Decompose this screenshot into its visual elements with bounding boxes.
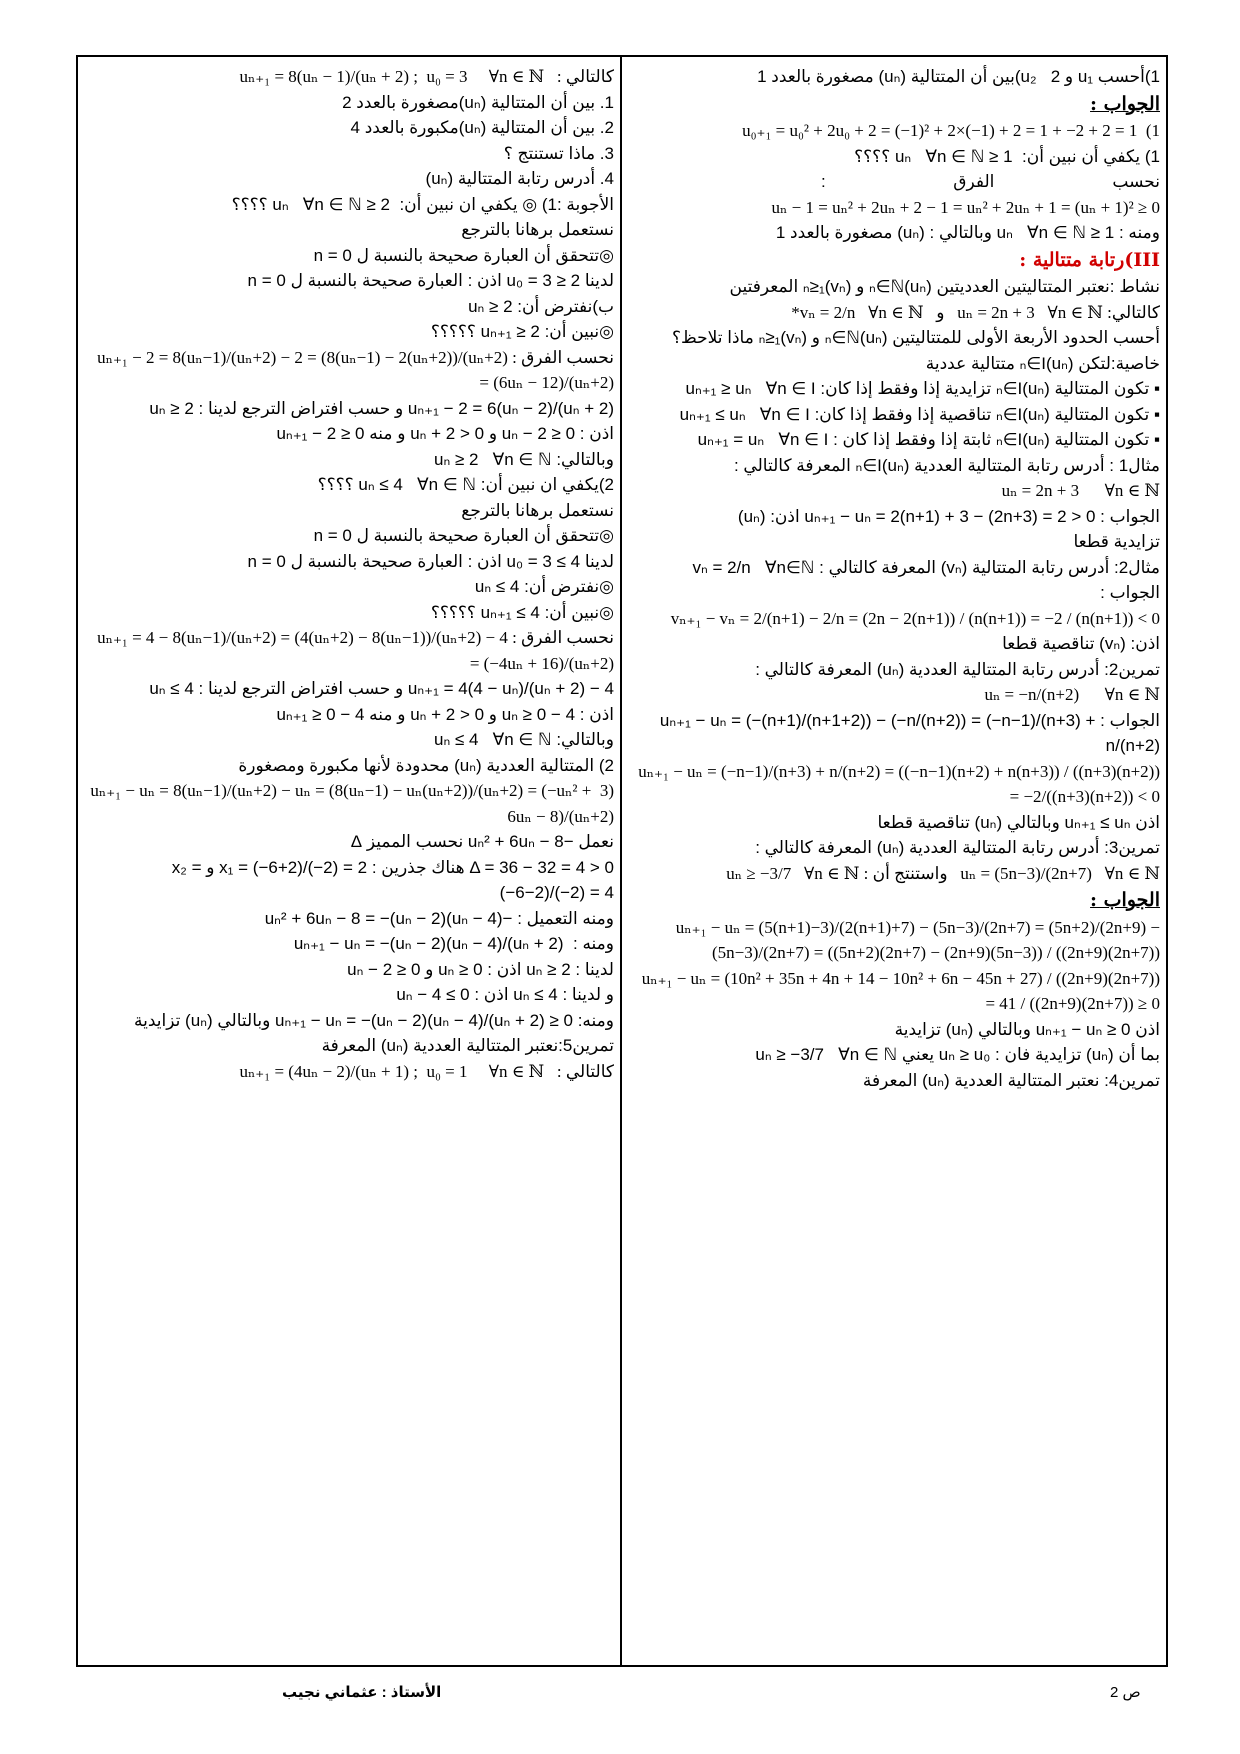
right-column-line: تمرين4: نعتبر المتتالية العددية (uₙ) المعرفة: [862, 1070, 1160, 1090]
right-column-line: uₙ − 1 = uₙ² + 2uₙ + 2 − 1 = uₙ² + 2uₙ + 1 = (uₙ + 1)² ≥ 0: [771, 197, 1160, 217]
right-column-line: ▪ تكون المتتالية (uₙ)ₙ∈I تزايدية إذا وفقط إذا كان: uₙ₊₁ ≥ uₙ ∀n ∈ I: [685, 379, 1160, 398]
right-column-line: اذن uₙ₊₁ − uₙ ≥ 0 وبالتالي (uₙ) تزايدية: [894, 1019, 1160, 1039]
right-column: [632, 64, 1160, 1093]
left-column-line: 3. ماذا تستنتج ؟: [503, 143, 614, 163]
left-column-line: نعمل −uₙ² + 6uₙ − 8 نحسب المميز Δ: [350, 832, 614, 851]
left-column-line: Δ = 36 − 32 = 4 > 0 هناك جذرين : x₁ = (−6+2)/(−2) = 2 و x₂ = (−6−2)/(−2) = 4: [167, 857, 614, 902]
left-column-line: الأجوبة :1) ◎ يكفي ان نبين أن: 2 ≤ uₙ ∀n ∈ ℕ ؟؟؟؟: [231, 194, 614, 214]
left-column-line: لدينا u₀ = 3 ≥ 2 اذن : العبارة صحيحة بالنسبة ل n = 0: [247, 271, 614, 290]
right-column-line: 1)أحسب u₁ و u₂ 2)بين أن المتتالية (uₙ) مصغورة بالعدد 1: [757, 67, 1160, 86]
right-column-line: نشاط :نعتبر المتتاليتين العدديتين (uₙ)ₙ∈ℕ و (vₙ)ₙ≥₁ المعرفتين: [729, 277, 1160, 296]
left-column-line: وبالتالي: uₙ ≤ 4 ∀n ∈ ℕ: [434, 730, 614, 749]
left-column-line: 2. بين أن المتتالية (uₙ)مكبورة بالعدد 4: [350, 118, 614, 137]
page-number: ص 2: [1110, 1684, 1141, 1701]
left-column-line: نستعمل برهانا بالترجع: [461, 220, 614, 239]
left-column-line: لدينا : uₙ ≥ 2 اذن : uₙ ≥ 0 و uₙ − 2 ≥ 0: [347, 959, 614, 979]
right-column-line: مثال2: أدرس رتابة المتتالية (vₙ) المعرفة كالتالي : vₙ = 2/n ∀n∈ℕ: [692, 557, 1160, 577]
right-column-line: ومنه : 1 ≤ uₙ ∀n ∈ ℕ وبالتالي : (uₙ) مصغورة بالعدد 1: [775, 223, 1160, 242]
left-column-line: كالتالي : uₙ₊₁ = (4uₙ − 2)/(uₙ + 1) ; u₀ = 1 ∀n ∈ ℕ: [239, 1061, 614, 1081]
left-column-line: ومنه: uₙ₊₁ − uₙ = −(uₙ − 2)(uₙ − 4)/(uₙ + 2) ≥ 0 وبالتالي (uₙ) تزايدية: [134, 1010, 614, 1030]
right-column-line: vₙ₊₁ − vₙ = 2/(n+1) − 2/n = (2n − 2(n+1)) / (n(n+1)) = −2 / (n(n+1)) < 0: [670, 608, 1160, 628]
left-column-line: ◎نفترض أن: uₙ ≤ 4: [474, 577, 614, 596]
right-column-line: ▪ تكون المتتالية (uₙ)ₙ∈I تناقصية إذا وفقط إذا كان: uₙ₊₁ ≤ uₙ ∀n ∈ I: [679, 404, 1160, 424]
right-column-line: III)رتابة متتالية :: [1019, 248, 1160, 271]
teacher-name: الأستاذ : عثماني نجيب: [282, 1684, 442, 1701]
left-column-line: uₙ₊₁ − 2 = 6(uₙ − 2)/(uₙ + 2) و حسب افتراض الترجع لدينا : uₙ ≥ 2: [149, 398, 614, 418]
left-column: [84, 64, 614, 1084]
left-column-line: نحسب الفرق : 4 − uₙ₊₁ = 4 − 8(uₙ−1)/(uₙ+2) = (4(uₙ+2) − 8(uₙ−1))/(uₙ+2) = (−4uₙ + 16)/(uₙ+2): [92, 628, 614, 673]
left-column-line: اذن : 4 − uₙ ≥ 0 و uₙ + 2 > 0 و منه 4 − uₙ₊₁ ≥ 0: [276, 704, 614, 724]
right-column-line: اذن: (vₙ) تناقصية قطعا: [1002, 634, 1160, 653]
right-column-line: الجواب :: [1090, 92, 1160, 115]
left-column-line: 1. بين أن المتتالية (uₙ)مصغورة بالعدد 2: [342, 92, 614, 112]
right-column-line: بما أن (uₙ) تزايدية فان : uₙ ≥ u₀ يعني uₙ ≥ −3/7 ∀n ∈ ℕ: [755, 1045, 1160, 1064]
right-column-line: uₙ = 2n + 3 ∀n ∈ ℕ: [1001, 481, 1160, 500]
left-column-line: تمرين5:نعتبر المتتالية العددية (uₙ) المعرفة: [321, 1036, 614, 1055]
column-divider: [620, 55, 622, 1667]
right-column-line: الجواب : uₙ₊₁ − uₙ = (−(n+1)/(n+1+2)) − (−n/(n+2)) = (−n−1)/(n+3) + n/(n+2): [655, 710, 1160, 755]
right-column-line: أحسب الحدود الأربعة الأولى للمتتاليتين (uₙ)ₙ∈ℕ و (vₙ)ₙ≥₁ ماذا تلاحظ؟: [672, 328, 1160, 347]
left-column-line: ب)نفترض أن: uₙ ≥ 2: [468, 296, 614, 316]
right-column-line: مثال1 : أدرس رتابة المتتالية العددية (uₙ)ₙ∈I المعرفة كالتالي :: [733, 455, 1160, 475]
left-column-line: ومنه : uₙ₊₁ − uₙ = −(uₙ − 2)(uₙ − 4)/(uₙ + 2): [293, 934, 614, 953]
left-column-line: لدينا u₀ = 3 ≤ 4 اذن : العبارة صحيحة بالنسبة ل n = 0: [247, 551, 614, 571]
left-column-line: ◎تتحقق أن العبارة صحيحة بالنسبة ل n = 0: [313, 245, 614, 265]
right-column-line: uₙ₊₁ − uₙ = (10n² + 35n + 4n + 14 − 10n² + 6n − 45n + 27) / ((2n+9)(2n+7)) = 41 / ((2n+9)(2n+7)) ≥ 0: [637, 968, 1160, 1013]
right-column-line: كالتالي: uₙ = 2n + 3 ∀n ∈ ℕ و vₙ = 2/n ∀n ∈ ℕ*: [791, 302, 1160, 322]
left-column-line: ومنه التعميل : −uₙ² + 6uₙ − 8 = −(uₙ − 2)(uₙ − 4): [264, 908, 614, 928]
right-column-line: تمرين2: أدرس رتابة المتتالية العددية (uₙ) المعرفة كالتالي :: [755, 659, 1160, 679]
right-column-line: الجواب : uₙ₊₁ − uₙ = 2(n+1) + 3 − (2n+3) = 2 > 0 اذن: (uₙ): [737, 506, 1160, 526]
left-column-line: (3 uₙ₊₁ − uₙ = 8(uₙ−1)/(uₙ+2) − uₙ = (8(uₙ−1) − uₙ(uₙ+2))/(uₙ+2) = (−uₙ² + 6uₙ − 8)/(uₙ+2): [86, 781, 614, 826]
right-column-line: نحسب الفرق :: [821, 172, 1160, 191]
right-column-line: تزايدية قطعا: [1073, 532, 1160, 551]
right-column-line: تمرين3: أدرس رتابة المتتالية العددية (uₙ) المعرفة كالتالي :: [755, 838, 1160, 857]
left-column-line: 4 − uₙ₊₁ = 4(4 − uₙ)/(uₙ + 2) و حسب افتراض الترجع لدينا : uₙ ≤ 4: [149, 679, 614, 698]
left-column-line: 4. أدرس رتابة المتتالية (uₙ): [425, 169, 614, 188]
right-column-line: uₙ₊₁ − uₙ = (−n−1)/(n+3) + n/(n+2) = ((−n−1)(n+2) + n(n+3)) / ((n+3)(n+2)) = −2/((n+3)(n+2)) < 0: [633, 761, 1160, 806]
right-column-line: uₙ₊₁ − uₙ = (5(n+1)−3)/(2(n+1)+7) − (5n−3)/(2n+7) = (5n+2)/(2n+9) − (5n−3)/(2n+7) = ((5n+2)(2n+7) − (2n+9)(5n−3)) / ((2n+9)(2n+7)): [671, 917, 1160, 962]
right-column-line: خاصية:لتكن (uₙ)ₙ∈I متتالية عددية: [925, 353, 1160, 373]
right-column-line: اذن uₙ₊₁ ≤ uₙ وبالتالي (uₙ) تناقصية قطعا: [877, 812, 1160, 832]
right-column-line: uₙ = (5n−3)/(2n+7) ∀n ∈ ℕ واستنتج أن : uₙ ≥ −3/7 ∀n ∈ ℕ: [726, 863, 1160, 883]
right-column-line: uₙ = −n/(n+2) ∀n ∈ ℕ: [984, 685, 1160, 704]
left-column-line: ◎تتحقق أن العبارة صحيحة بالنسبة ل n = 0: [313, 526, 614, 545]
left-column-line: كالتالي : uₙ₊₁ = 8(uₙ − 1)/(uₙ + 2) ; u₀ = 3 ∀n ∈ ℕ: [239, 67, 614, 86]
right-column-line: الجواب :: [1100, 583, 1160, 602]
left-column-line: نحسب الفرق : uₙ₊₁ − 2 = 8(uₙ−1)/(uₙ+2) − 2 = (8(uₙ−1) − 2(uₙ+2))/(uₙ+2) = (6uₙ − 12)/(uₙ+2): [92, 347, 614, 392]
right-column-line: الجواب :: [1090, 889, 1160, 911]
right-column-line: ▪ تكون المتتالية (uₙ)ₙ∈I ثابتة إذا وفقط إذا كان : uₙ₊₁ = uₙ ∀n ∈ I: [697, 430, 1160, 449]
left-column-line: و لدينا : uₙ ≤ 4 اذن : uₙ − 4 ≤ 0: [396, 985, 614, 1004]
left-column-line: اذن : uₙ − 2 ≥ 0 و uₙ + 2 > 0 و منه uₙ₊₁ − 2 ≥ 0: [276, 424, 614, 443]
left-column-line: وبالتالي: uₙ ≥ 2 ∀n ∈ ℕ: [434, 449, 614, 469]
left-column-line: 2) المتتالية العددية (uₙ) محدودة لأنها مكبورة ومصغورة: [238, 755, 614, 775]
left-column-line: 2)يكفي ان نبين أن: uₙ ≤ 4 ∀n ∈ ℕ ؟؟؟؟: [317, 475, 614, 494]
left-column-line: ◎نبين أن: uₙ₊₁ ≥ 2 ؟؟؟؟؟: [430, 322, 614, 341]
left-column-line: نستعمل برهانا بالترجع: [461, 500, 614, 520]
right-column-line: u₀₊₁ = u₀² + 2u₀ + 2 = (−1)² + 2×(−1) + 2 = 1 + −2 + 2 = 1 (1: [742, 121, 1160, 140]
left-column-line: ◎نبين أن: uₙ₊₁ ≤ 4 ؟؟؟؟؟: [430, 602, 614, 622]
right-column-line: 1) يكفي أن نبين أن: 1 ≤ uₙ ∀n ∈ ℕ ؟؟؟؟: [854, 146, 1160, 166]
